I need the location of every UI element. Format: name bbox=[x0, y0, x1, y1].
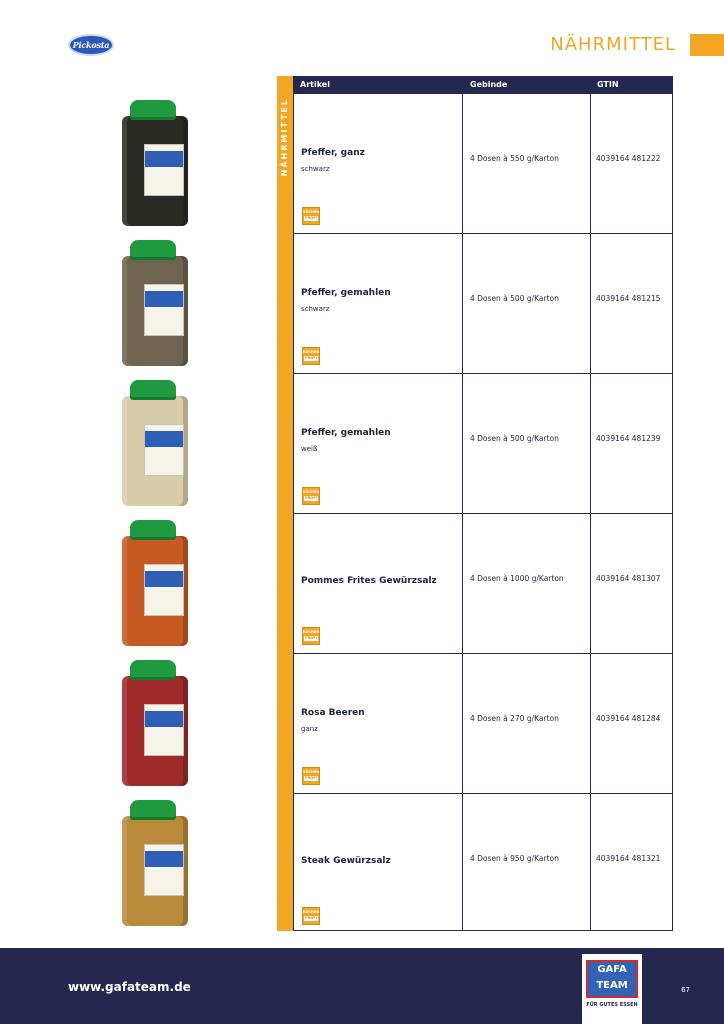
table-row bbox=[294, 514, 672, 654]
gtin-number: 4039164 481239 bbox=[596, 434, 661, 443]
column-header-gtin: GTIN bbox=[597, 80, 619, 89]
jar-lid bbox=[130, 240, 176, 260]
article-variant: weiß bbox=[301, 445, 318, 453]
kuechen-profi-badge-icon: KÜCHEN PROFI bbox=[302, 347, 320, 365]
pack-size: 4 Dosen à 1000 g/Karton bbox=[470, 574, 564, 583]
section-title: NÄHRMITTEL bbox=[550, 34, 676, 55]
column-header-article: Artikel bbox=[300, 80, 330, 89]
gtin-number: 4039164 481284 bbox=[596, 714, 661, 723]
jar-lid bbox=[130, 380, 176, 400]
pickosta-logo bbox=[68, 34, 114, 56]
gafa-team-claim: FÜR GUTES ESSEN bbox=[586, 1002, 638, 1008]
jar-label bbox=[144, 424, 184, 476]
kuechen-profi-badge-icon: KÜCHEN PROFI bbox=[302, 627, 320, 645]
jar-lid bbox=[130, 800, 176, 820]
table-row bbox=[294, 234, 672, 374]
product-jar-image bbox=[118, 800, 190, 928]
gafa-team-logo-mark: GAFA TEAM bbox=[586, 960, 638, 998]
product-table bbox=[277, 76, 673, 931]
jar-lid bbox=[130, 520, 176, 540]
website-link[interactable]: www.gafateam.de bbox=[68, 980, 191, 994]
gtin-number: 4039164 481222 bbox=[596, 154, 661, 163]
article-name: Rosa Beeren bbox=[301, 708, 365, 718]
jar-lid bbox=[130, 100, 176, 120]
gafa-team-logo bbox=[582, 954, 642, 1024]
column-header-pack: Gebinde bbox=[470, 80, 508, 89]
product-jar-image bbox=[118, 240, 190, 368]
table-header bbox=[293, 76, 673, 93]
gtin-number: 4039164 481215 bbox=[596, 294, 661, 303]
pack-size: 4 Dosen à 500 g/Karton bbox=[470, 434, 559, 443]
pack-size: 4 Dosen à 270 g/Karton bbox=[470, 714, 559, 723]
jar-label bbox=[144, 284, 184, 336]
page-footer bbox=[0, 948, 724, 1024]
article-name: Pfeffer, gemahlen bbox=[301, 428, 391, 438]
table-row bbox=[294, 794, 672, 930]
article-name: Steak Gewürzsalz bbox=[301, 856, 391, 866]
jar-lid bbox=[130, 660, 176, 680]
gtin-number: 4039164 481321 bbox=[596, 854, 661, 863]
jar-label bbox=[144, 564, 184, 616]
product-jar-image bbox=[118, 660, 190, 788]
table-row bbox=[294, 94, 672, 234]
pack-size: 4 Dosen à 950 g/Karton bbox=[470, 854, 559, 863]
kuechen-profi-badge-icon: KÜCHEN PROFI bbox=[302, 207, 320, 225]
kuechen-profi-badge-icon: KÜCHEN PROFI bbox=[302, 767, 320, 785]
product-jar-image bbox=[118, 520, 190, 648]
article-name: Pfeffer, gemahlen bbox=[301, 288, 391, 298]
product-jar-image bbox=[118, 380, 190, 508]
kuechen-profi-badge-icon: KÜCHEN PROFI bbox=[302, 907, 320, 925]
table-row bbox=[294, 374, 672, 514]
article-variant: schwarz bbox=[301, 305, 330, 313]
jar-label bbox=[144, 704, 184, 756]
table-row bbox=[294, 654, 672, 794]
kuechen-profi-badge-icon: KÜCHEN PROFI bbox=[302, 487, 320, 505]
table-body bbox=[293, 93, 673, 931]
page-number: 67 bbox=[681, 986, 690, 994]
article-name: Pfeffer, ganz bbox=[301, 148, 365, 158]
product-images bbox=[118, 92, 196, 932]
pack-size: 4 Dosen à 550 g/Karton bbox=[470, 154, 559, 163]
article-variant: ganz bbox=[301, 725, 318, 733]
pickosta-logo-text: Pickosta bbox=[72, 40, 110, 50]
jar-label bbox=[144, 844, 184, 896]
section-accent-square bbox=[690, 34, 724, 56]
side-category-label: NÄHRMITTEL bbox=[280, 98, 289, 177]
gtin-number: 4039164 481307 bbox=[596, 574, 661, 583]
jar-label bbox=[144, 144, 184, 196]
side-category-band bbox=[277, 76, 293, 931]
product-jar-image bbox=[118, 100, 190, 228]
article-variant: schwarz bbox=[301, 165, 330, 173]
pack-size: 4 Dosen à 500 g/Karton bbox=[470, 294, 559, 303]
article-name: Pommes Frites Gewürzsalz bbox=[301, 576, 437, 586]
